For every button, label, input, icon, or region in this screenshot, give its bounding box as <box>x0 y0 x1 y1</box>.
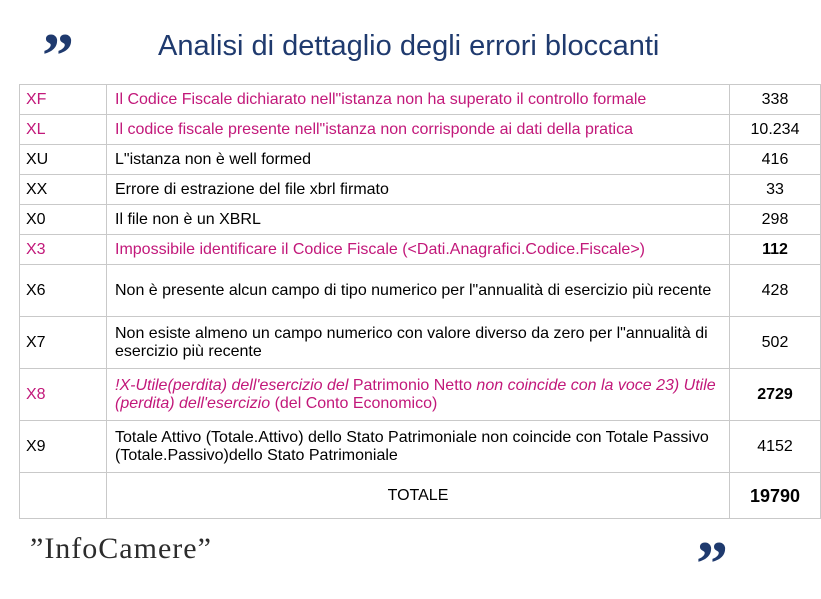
error-description: Non esiste almeno un campo numerico con valore diverso da zero per l"annualità di esercizio più recente <box>107 317 730 369</box>
decorative-quote-mark-top: ” <box>42 20 72 91</box>
error-description: Il codice fiscale presente nell"istanza non corrisponde ai dati della pratica <box>107 115 730 145</box>
table-row <box>20 235 821 265</box>
error-code: X0 <box>20 205 107 235</box>
error-count: 502 <box>730 317 821 369</box>
error-code: X8 <box>20 369 107 421</box>
decorative-quote-mark-bottom: ” <box>696 528 726 599</box>
error-code: XU <box>20 145 107 175</box>
error-count: 428 <box>730 265 821 317</box>
error-code: X9 <box>20 421 107 473</box>
table-row <box>20 265 821 317</box>
description-part: Patrimonio Netto <box>352 376 472 394</box>
error-count: 10.234 <box>730 115 821 145</box>
error-count: 2729 <box>730 369 821 421</box>
table-row <box>20 175 821 205</box>
error-description: Errore di estrazione del file xbrl firmato <box>107 175 730 205</box>
error-count: 33 <box>730 175 821 205</box>
errors-table <box>19 84 821 519</box>
error-description: Impossibile identificare il Codice Fiscale (<Dati.Anagrafici.Codice.Fiscale>) <box>107 235 730 265</box>
description-part: !X-Utile(perdita) dell'esercizio del <box>115 376 353 394</box>
error-description: L"istanza non è well formed <box>107 145 730 175</box>
table-row <box>20 115 821 145</box>
table-row <box>20 369 821 421</box>
errors-table-container <box>19 84 801 519</box>
table-row <box>20 145 821 175</box>
error-code: X6 <box>20 265 107 317</box>
total-empty-cell <box>20 473 107 519</box>
error-description: Il file non è un XBRL <box>107 205 730 235</box>
description-part: non coincide con la <box>471 376 618 394</box>
error-code: XX <box>20 175 107 205</box>
error-code: XF <box>20 85 107 115</box>
page-title: Analisi di dettaglio degli errori bloccanti <box>158 30 660 62</box>
table-row <box>20 205 821 235</box>
error-description: Non è presente alcun campo di tipo numerico per l"annualità di esercizio più recente <box>107 265 730 317</box>
error-count: 416 <box>730 145 821 175</box>
total-label: TOTALE <box>107 473 730 519</box>
error-description: Il Codice Fiscale dichiarato nell"istanza non ha superato il controllo formale <box>107 85 730 115</box>
error-count: 112 <box>730 235 821 265</box>
error-code: X7 <box>20 317 107 369</box>
total-value: 19790 <box>730 473 821 519</box>
error-count: 338 <box>730 85 821 115</box>
error-count: 298 <box>730 205 821 235</box>
error-description: Totale Attivo (Totale.Attivo) dello Stato Patrimoniale non coincide con Totale Passivo (Totale.Passivo)dello Stato Patrimoniale <box>107 421 730 473</box>
table-row <box>20 317 821 369</box>
error-code: X3 <box>20 235 107 265</box>
table-row <box>20 421 821 473</box>
table-row <box>20 85 821 115</box>
error-code: XL <box>20 115 107 145</box>
description-part: voce 23) Utile (perdita) dell'esercizio <box>115 376 716 412</box>
error-count: 4152 <box>730 421 821 473</box>
description-part: (del Conto Economico) <box>270 394 438 412</box>
total-row <box>20 473 821 519</box>
error-description <box>107 369 730 421</box>
infocamere-logo: ”InfoCamere” <box>30 532 212 565</box>
